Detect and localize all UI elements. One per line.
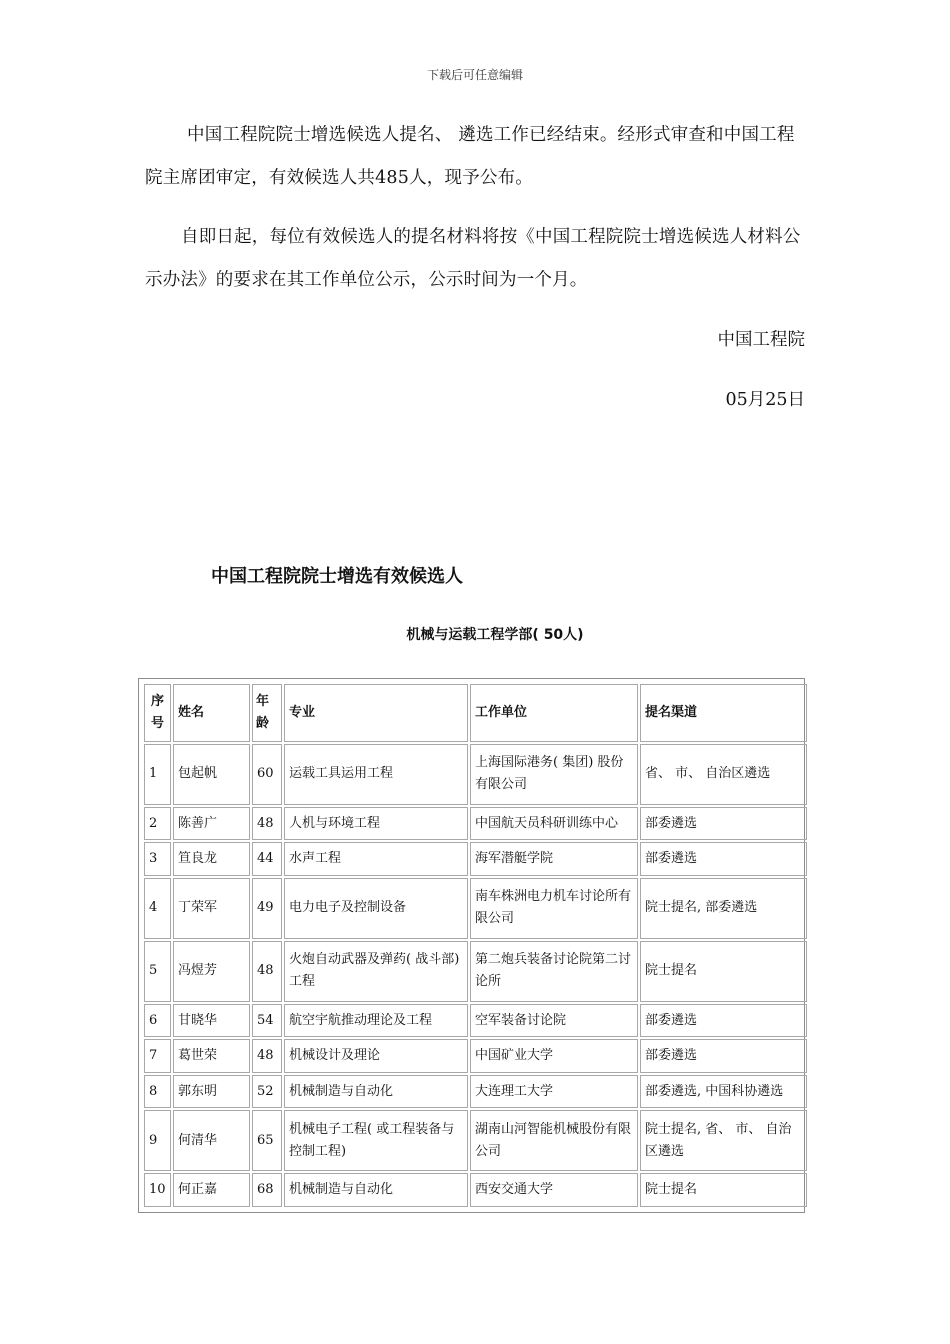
cell-employer: 中国矿业大学 — [470, 1039, 638, 1073]
col-header-age: 年龄 — [252, 684, 282, 742]
table-row — [144, 1075, 807, 1109]
table-row — [144, 807, 807, 841]
cell-seq: 7 — [144, 1039, 171, 1073]
cell-age: 48 — [252, 807, 282, 841]
cell-name: 甘晓华 — [173, 1004, 250, 1038]
candidate-table — [138, 678, 805, 1213]
cell-major: 机械制造与自动化 — [284, 1075, 468, 1109]
cell-name: 陈善广 — [173, 807, 250, 841]
cell-seq: 10 — [144, 1173, 171, 1207]
cell-age: 60 — [252, 744, 282, 805]
cell-name: 丁荣军 — [173, 878, 250, 939]
cell-name: 郭东明 — [173, 1075, 250, 1109]
cell-channel: 院士提名 — [640, 941, 807, 1002]
table-row — [144, 1039, 807, 1073]
cell-age: 52 — [252, 1075, 282, 1109]
cell-employer: 大连理工大学 — [470, 1075, 638, 1109]
cell-major: 电力电子及控制设备 — [284, 878, 468, 939]
col-header-employer: 工作单位 — [470, 684, 638, 742]
cell-major: 火炮自动武器及弹药( 战斗部) 工程 — [284, 941, 468, 1002]
cell-employer: 南车株洲电力机车讨论所有限公司 — [470, 878, 638, 939]
notice-paragraph: 自即日起，每位有效候选人的提名材料将按《中国工程院院士增选候选人材料公示办法》的要求在其工作单位公示，公示时间为一个月。 — [145, 227, 801, 290]
cell-employer: 空军装备讨论院 — [470, 1004, 638, 1038]
cell-seq: 6 — [144, 1004, 171, 1038]
table-row — [144, 744, 807, 805]
cell-name: 何正嘉 — [173, 1173, 250, 1207]
cell-channel: 部委遴选 — [640, 1004, 807, 1038]
table-row — [144, 842, 807, 876]
table-header-row — [144, 684, 807, 742]
list-title: 中国工程院院士增选有效候选人 — [211, 566, 463, 587]
cell-employer: 湖南山河智能机械股份有限公司 — [470, 1110, 638, 1171]
cell-major: 机械制造与自动化 — [284, 1173, 468, 1207]
cell-major: 运载工具运用工程 — [284, 744, 468, 805]
cell-name: 包起帆 — [173, 744, 250, 805]
cell-seq: 4 — [144, 878, 171, 939]
signature-org: 中国工程院 — [717, 330, 805, 350]
cell-major: 机械电子工程( 或工程装备与控制工程) — [284, 1110, 468, 1171]
cell-channel: 部委遴选, 中国科协遴选 — [640, 1075, 807, 1109]
cell-major: 航空宇航推动理论及工程 — [284, 1004, 468, 1038]
cell-age: 44 — [252, 842, 282, 876]
cell-channel: 省、 市、 自治区遴选 — [640, 744, 807, 805]
intro-paragraph: 中国工程院院士增选候选人提名、 遴选工作已经结束。经形式审查和中国工程院主席团审定，有效候选人共485人，现予公布。 — [145, 125, 795, 188]
cell-major: 水声工程 — [284, 842, 468, 876]
cell-employer: 上海国际港务( 集团) 股份有限公司 — [470, 744, 638, 805]
col-header-name: 姓名 — [173, 684, 250, 742]
cell-channel: 部委遴选 — [640, 807, 807, 841]
cell-employer: 海军潜艇学院 — [470, 842, 638, 876]
cell-name: 何清华 — [173, 1110, 250, 1171]
cell-age: 54 — [252, 1004, 282, 1038]
cell-name: 葛世荣 — [173, 1039, 250, 1073]
cell-age: 48 — [252, 941, 282, 1002]
table-row — [144, 941, 807, 1002]
col-header-seq: 序号 — [144, 684, 171, 742]
table-row — [144, 1110, 807, 1171]
cell-major: 机械设计及理论 — [284, 1039, 468, 1073]
cell-seq: 2 — [144, 807, 171, 841]
cell-name: 冯煜芳 — [173, 941, 250, 1002]
cell-channel: 部委遴选 — [640, 842, 807, 876]
cell-employer: 第二炮兵装备讨论院第二讨论所 — [470, 941, 638, 1002]
cell-major: 人机与环境工程 — [284, 807, 468, 841]
table-row — [144, 1173, 807, 1207]
table-row — [144, 878, 807, 939]
col-header-major: 专业 — [284, 684, 468, 742]
cell-seq: 9 — [144, 1110, 171, 1171]
cell-age: 65 — [252, 1110, 282, 1171]
cell-channel: 院士提名, 省、 市、 自治区遴选 — [640, 1110, 807, 1171]
cell-seq: 8 — [144, 1075, 171, 1109]
cell-employer: 中国航天员科研训练中心 — [470, 807, 638, 841]
cell-employer: 西安交通大学 — [470, 1173, 638, 1207]
department-title: 机械与运载工程学部( 50人) — [406, 627, 584, 643]
cell-seq: 5 — [144, 941, 171, 1002]
cell-age: 48 — [252, 1039, 282, 1073]
col-header-channel: 提名渠道 — [640, 684, 807, 742]
cell-channel: 院士提名 — [640, 1173, 807, 1207]
cell-age: 68 — [252, 1173, 282, 1207]
page-header: 下载后可任意编辑 — [426, 68, 523, 82]
cell-seq: 1 — [144, 744, 171, 805]
cell-channel: 部委遴选 — [640, 1039, 807, 1073]
cell-name: 笪良龙 — [173, 842, 250, 876]
table-row — [144, 1004, 807, 1038]
cell-channel: 院士提名, 部委遴选 — [640, 878, 807, 939]
signature-date: 05月25日 — [725, 390, 805, 410]
cell-age: 49 — [252, 878, 282, 939]
cell-seq: 3 — [144, 842, 171, 876]
